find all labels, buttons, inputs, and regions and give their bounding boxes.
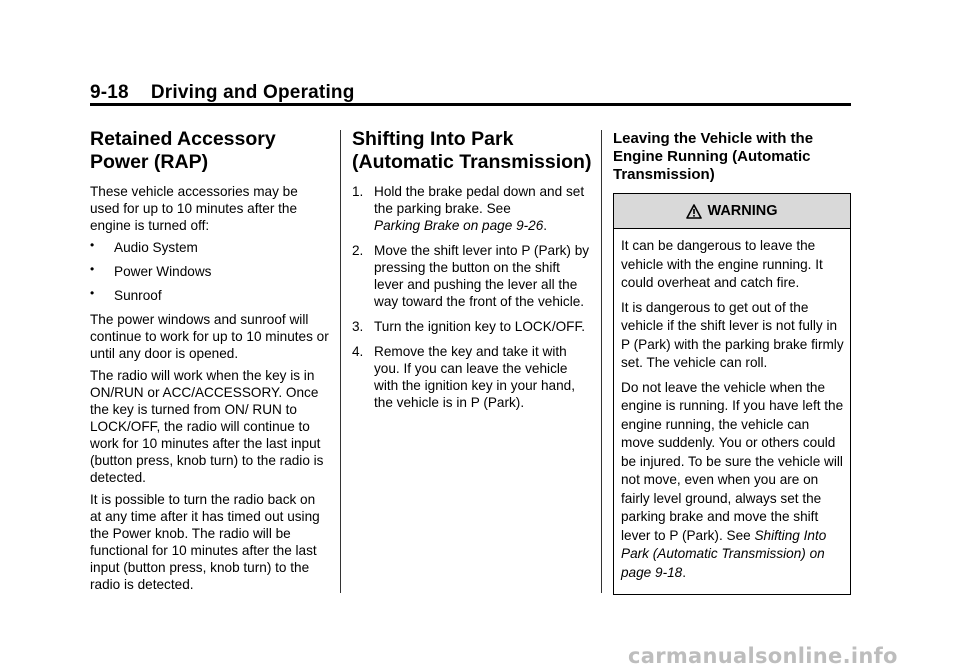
column-leaving-vehicle: [613, 128, 851, 595]
warning-triangle-icon: [686, 204, 702, 219]
rap-paragraph-power-knob: It is possible to turn the radio back on at any time after it has timed out using the Power knob. The radio will be functional for 10 minutes after the last input (button press, knob turn) to the radio is detected.: [90, 492, 320, 592]
column-rap: [90, 128, 330, 598]
rap-intro: These vehicle accessories may be used for up to 10 minutes after the engine is turned off:: [90, 184, 298, 233]
rap-paragraph-radio: The radio will work when the key is in ON/RUN or ACC/ACCESSORY. Once the key is turned from ON/ RUN to LOCK/OFF, the radio will continue to work for 10 minutes after the last input (button press, knob turn) to the radio is detected.: [90, 368, 324, 485]
shifting-heading: Shifting Into Park (Automatic Transmission): [352, 128, 592, 173]
list-item: 3. Turn the ignition key to LOCK/OFF.: [352, 319, 586, 334]
warning-title: WARNING: [707, 202, 778, 219]
warning-paragraph: Do not leave the vehicle when the engine is running. If you have left the engine running, the vehicle can move suddenly. You or others could be injured. To be sure the vehicle will not move, even when you are on fairly level ground, always set the parking brake and move the shift lever to P (Park). See Shifting Into Park (Automatic Transmission) on page 9-18.: [621, 379, 844, 580]
column-divider: [601, 130, 602, 593]
warning-body: [614, 229, 850, 594]
header-rule: [90, 103, 851, 106]
bullet-icon: •: [90, 262, 95, 276]
leaving-vehicle-heading: Leaving the Vehicle with the Engine Running (Automatic Transmission): [613, 130, 814, 183]
watermark: carmanualsonline.info: [628, 644, 898, 668]
rap-heading: Retained Accessory Power (RAP): [90, 128, 276, 173]
warning-paragraph: It is dangerous to get out of the vehicle if the shift lever is not fully in P (Park) with the parking brake firmly set. The vehicle can roll.: [621, 299, 844, 370]
section-title: Driving and Operating: [150, 82, 355, 103]
bullet-icon: •: [90, 238, 95, 252]
list-item: 2. Move the shift lever into P (Park) by pressing the button on the shift lever and pushing the lever all the way toward the front of the vehicle.: [352, 243, 590, 309]
list-item: • Power Windows: [90, 262, 212, 279]
warning-header: [614, 194, 850, 229]
cross-reference-link[interactable]: Shifting Into Park (Automatic Transmission) on page 9-18: [621, 527, 827, 580]
cross-reference-link[interactable]: Parking Brake on page 9-26: [374, 218, 544, 233]
list-item: • Sunroof: [90, 286, 162, 303]
bullet-icon: •: [90, 286, 95, 300]
page-number: 9-18: [90, 82, 129, 103]
list-item: 1. Hold the brake pedal down and set the parking brake. See Parking Brake on page 9-26.: [352, 184, 585, 233]
rap-paragraph-windows: The power windows and sunroof will continue to work for up to 10 minutes or until any door is opened.: [90, 312, 329, 361]
list-item: 4. Remove the key and take it with you. If you can leave the vehicle with the ignition key in your hand, the vehicle is in P (Park).: [352, 344, 576, 410]
column-divider: [340, 130, 341, 593]
page-header: [90, 82, 850, 104]
list-item: • Audio System: [90, 238, 198, 255]
warning-box: [613, 193, 851, 595]
warning-paragraph: It can be dangerous to leave the vehicle with the engine running. It could overheat and catch fire.: [621, 238, 823, 290]
column-shifting: [352, 128, 592, 419]
